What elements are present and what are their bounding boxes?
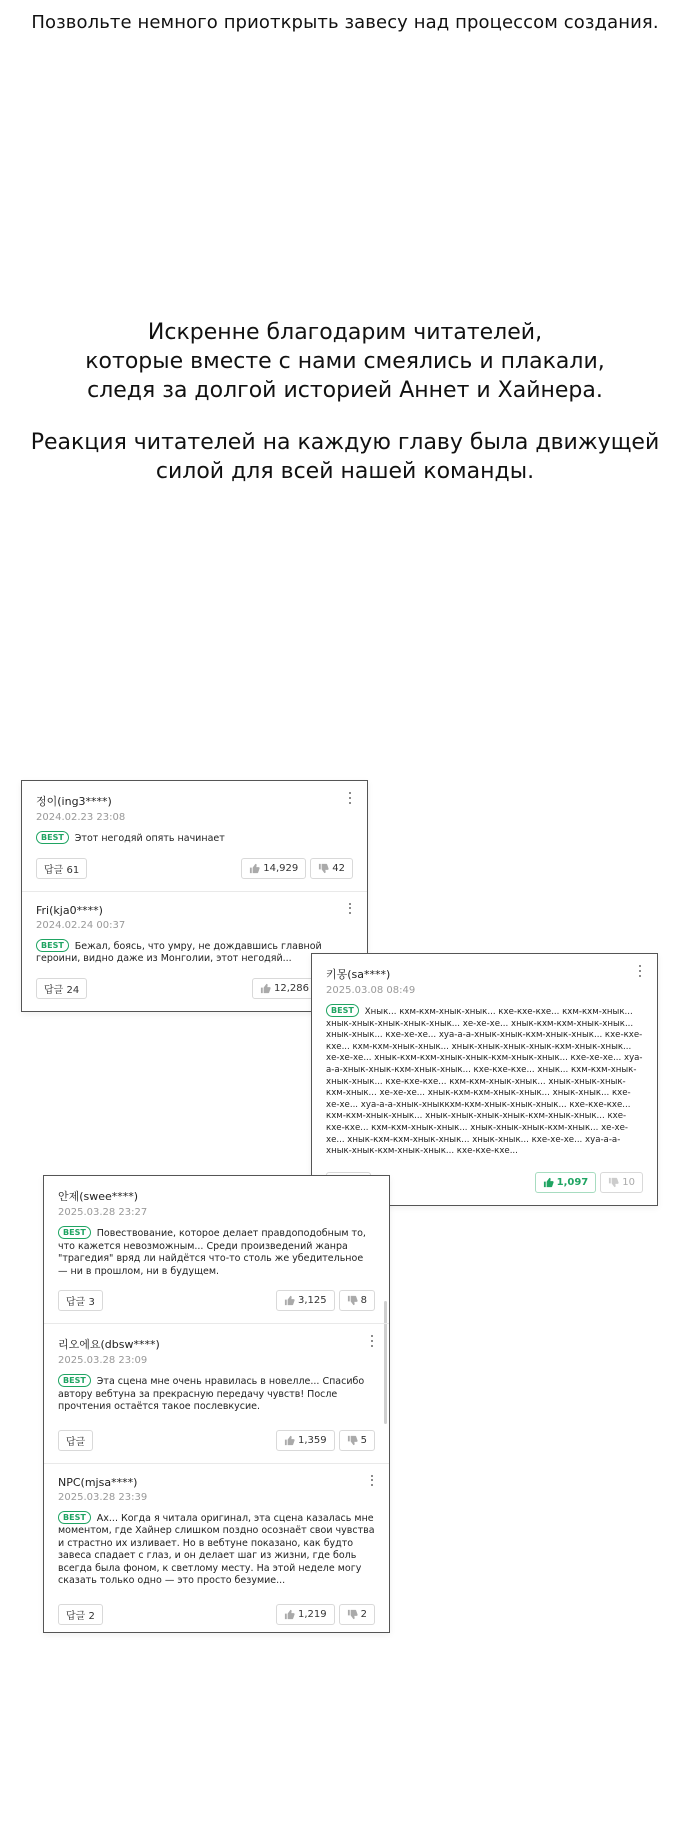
comment-date: 2025.03.28 23:09 xyxy=(58,1355,148,1366)
comment-username: 정이(ing3****) xyxy=(36,795,112,808)
best-badge: BEST xyxy=(58,1374,91,1387)
comment-date: 2025.03.08 08:49 xyxy=(326,985,416,996)
like-count: 1,219 xyxy=(297,1608,327,1620)
comment-username: Fri(kja0****) xyxy=(36,903,103,917)
comment-body: Эта сцена мне очень нравилась в новелле... Спасибо автору вебтуна за прекрасную передачу чувств! После прочтения остаётся такое послевкусие. xyxy=(58,1376,365,1412)
comment-body: Повествование, которое делает правдоподобным то, что кажется невозможным... Среди произведений жанра "трагедия" вряд ли найдётся что-то столь же убедительное — ни в прошлом, ни в будущем. xyxy=(58,1228,366,1277)
like-button[interactable] xyxy=(535,1172,597,1193)
comment-date: 2024.02.24 00:37 xyxy=(36,919,126,931)
comment-actions xyxy=(58,1430,375,1451)
thanks-paragraph-2 xyxy=(0,428,690,486)
like-button[interactable] xyxy=(276,1604,335,1625)
thumbs-down-icon xyxy=(347,1295,358,1306)
comment-card-3 xyxy=(43,1175,390,1633)
thumbs-up-icon xyxy=(249,863,260,874)
dislike-button[interactable] xyxy=(339,1604,375,1625)
thumbs-down-icon xyxy=(318,863,329,874)
comment-date: 2024.02.23 23:08 xyxy=(36,812,126,823)
like-button[interactable] xyxy=(252,978,317,999)
vote-group xyxy=(252,978,317,999)
thumbs-up-icon xyxy=(260,983,271,994)
more-options-icon[interactable] xyxy=(367,1474,377,1488)
thumbs-up-icon xyxy=(284,1609,295,1620)
comment-actions xyxy=(58,1604,375,1625)
dislike-button[interactable] xyxy=(310,858,353,879)
dislike-count: 10 xyxy=(622,1176,635,1188)
comment-text xyxy=(36,939,353,966)
dislike-button[interactable] xyxy=(600,1172,643,1193)
comment-text xyxy=(36,831,353,846)
like-count: 3,125 xyxy=(297,1295,327,1306)
dislike-button[interactable] xyxy=(339,1430,375,1451)
comment-username: 안제(swee****) xyxy=(58,1190,139,1203)
comment-username: 키몽(sa****) xyxy=(326,968,391,981)
vote-group xyxy=(276,1430,375,1451)
vote-group xyxy=(241,858,353,879)
comment-body: Этот негодяй опять начинает xyxy=(74,833,225,844)
dislike-count: 5 xyxy=(360,1434,367,1446)
comment-body: Бежал, боясь, что умру, не дождавшись главной героини, видно даже из Монголии, этот негодяй... xyxy=(36,940,322,964)
thumbs-up-icon xyxy=(543,1177,554,1188)
more-options-icon[interactable] xyxy=(367,1334,377,1348)
comment-text xyxy=(58,1226,375,1278)
top-caption: Позвольте немного приоткрыть завесу над процессом создания. xyxy=(31,12,659,33)
comment-username: NPC(mjsa****) xyxy=(58,1475,138,1489)
dislike-count: 42 xyxy=(332,862,345,874)
comment-username: 리오에요(dbsw****) xyxy=(58,1338,160,1351)
reply-button[interactable]: 답글 61 xyxy=(36,858,87,879)
comment-card-2 xyxy=(311,953,658,1206)
reply-button[interactable]: 답글 3 xyxy=(58,1290,103,1311)
like-count: 1,097 xyxy=(556,1176,589,1188)
reply-button[interactable]: 답글 2 xyxy=(58,1604,103,1625)
thanks-line: Искренне благодарим читателей, xyxy=(147,320,543,345)
best-badge: BEST xyxy=(58,1511,91,1524)
reply-button[interactable]: 답글 24 xyxy=(36,978,87,999)
thumbs-down-icon xyxy=(347,1609,358,1620)
best-badge: BEST xyxy=(58,1226,91,1239)
thumbs-up-icon xyxy=(284,1295,295,1306)
thanks-paragraph-1 xyxy=(0,318,690,405)
like-button[interactable] xyxy=(241,858,306,879)
thumbs-up-icon xyxy=(284,1435,295,1446)
dislike-button[interactable] xyxy=(339,1290,375,1311)
like-button[interactable] xyxy=(276,1430,335,1451)
thanks-line: силой для всей нашей команды. xyxy=(155,459,535,484)
comment-body: Ах... Когда я читала оригинал, эта сцена казалась мне моментом, где Хайнер слишком поздно осознаёт свои чувства и страстно их изливает. Но в вебтуне показано, как будто завеса спадает с глаз, и он делает шаг из жизни, где боль всегда была фоном, к светлому месту. На этой неделе могу сказать только одно — это просто безумие... xyxy=(58,1512,375,1586)
comment-text xyxy=(58,1374,375,1414)
more-options-icon[interactable] xyxy=(345,902,355,916)
comment-body: Хнык... кхм-кхм-хнык-хнык... кхе-кхе-кхе... кхм-кхм-хнык... хнык-хнык-хнык-хнык-хнык... хе-хе-хе... хнык-кхм-кхм-хнык-хнык... хнык-хнык... кхе-хе-хе... хуа-а-а-хнык-хнык-кхм-хнык-хнык... кхе-кхе-кхе... кхм-кхм-хнык-хнык... хнык-хнык-хнык-хнык-кхм-хнык-хнык... хе-хе-хе... хнык-кхм-кхм-хнык-хнык-кхм-хнык-хнык... кхе-хе-хе... хуа-а-а-хнык-хнык-кхм-хнык-хнык... кхе-кхе-кхе... хнык... кхм-кхм-хнык-хнык-хнык... кхе-кхе-кхе... кхм-кхм-хнык-хнык... хнык-хнык-хнык-кхм-хнык... хе-хе-хе... хнык-кхм-кхм-хнык-хнык... хнык-хнык... кхе-хе-хе... хуа-а-а-хнык-хныккхм-кхм-хнык-хнык-хнык... кхе-кхе-кхе... кхм-кхм-хнык-хнык... хнык-хнык-хнык-хнык-кхм-хнык-хнык... кхе-кхе-кхе... кхм-кхм-хнык-хнык... хнык-хнык-хнык-кхм-хнык... хе-хе-хе... хнык-кхм-кхм-хнык-хнык... хнык-хнык... кхе-хе-хе... хуа-а-а-хнык-хнык-кхм-хнык-хнык... кхе-кхе-кхе... xyxy=(326,1007,643,1157)
comment-item xyxy=(44,1323,389,1463)
thumbs-down-icon xyxy=(608,1177,619,1188)
comment-text xyxy=(326,1004,643,1158)
comment-item xyxy=(44,1463,389,1637)
comment-date: 2025.03.28 23:39 xyxy=(58,1491,148,1503)
comment-actions xyxy=(36,858,353,879)
vote-group xyxy=(276,1290,375,1311)
best-badge: BEST xyxy=(36,939,69,952)
reply-button[interactable]: 답글 xyxy=(58,1430,93,1451)
like-button[interactable] xyxy=(276,1290,335,1311)
like-count: 12,286 xyxy=(274,982,309,994)
comment-item xyxy=(22,781,367,891)
comment-text xyxy=(58,1511,375,1588)
comment-actions xyxy=(58,1290,375,1311)
comment-actions xyxy=(36,978,353,999)
dislike-count: 8 xyxy=(360,1295,367,1306)
like-count: 1,359 xyxy=(297,1434,327,1446)
vote-group xyxy=(535,1172,643,1193)
best-badge: BEST xyxy=(36,831,69,844)
like-count: 14,929 xyxy=(263,862,299,874)
thanks-line: следя за долгой историей Аннет и Хайнера. xyxy=(87,378,603,403)
more-options-icon[interactable] xyxy=(635,964,645,978)
best-badge: BEST xyxy=(326,1004,359,1017)
thanks-line: Реакция читателей на каждую главу была движущей xyxy=(30,430,660,455)
thanks-line: которые вместе с нами смеялись и плакали, xyxy=(85,349,605,374)
more-options-icon[interactable] xyxy=(345,791,355,805)
thumbs-down-icon xyxy=(347,1435,358,1446)
comment-date: 2025.03.28 23:27 xyxy=(58,1207,148,1218)
comment-item xyxy=(312,954,657,1205)
dislike-count: 2 xyxy=(360,1608,367,1620)
vote-group xyxy=(276,1604,375,1625)
comment-item xyxy=(44,1176,389,1323)
